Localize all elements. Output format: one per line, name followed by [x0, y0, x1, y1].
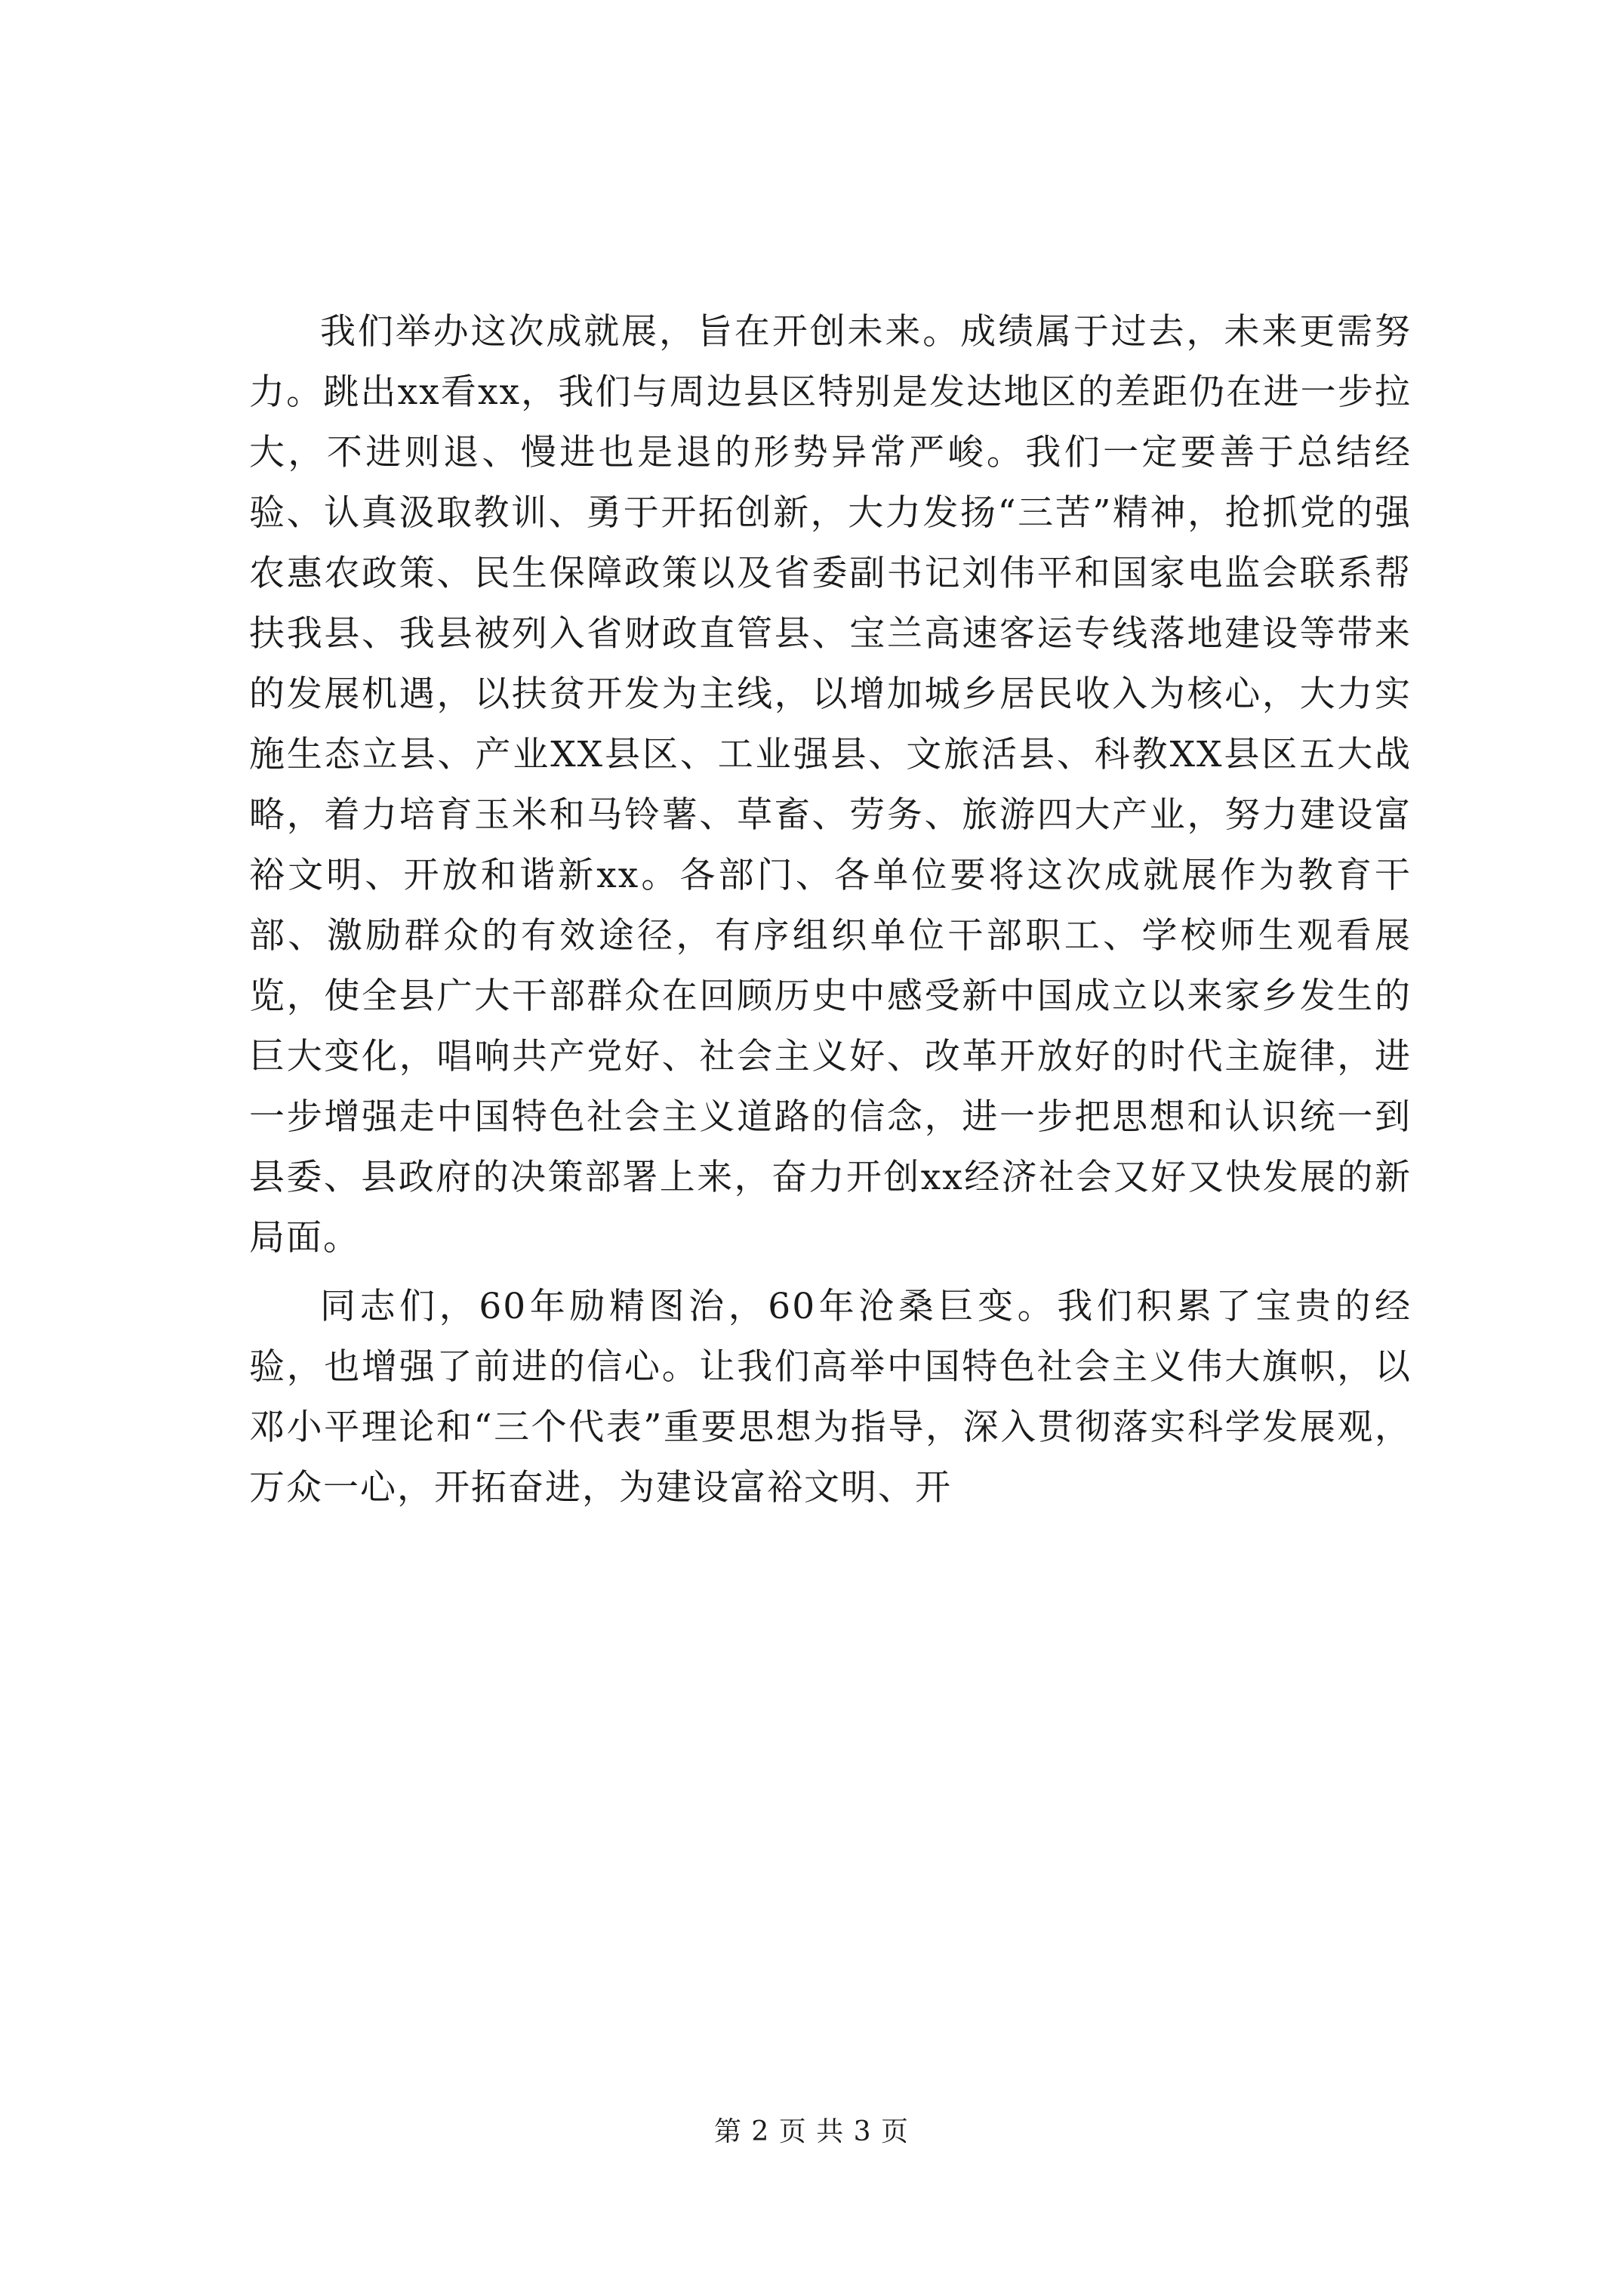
paragraph-achievements-exhibition: 我们举办这次成就展，旨在开创未来。成绩属于过去，未来更需努力。跳出xx看xx，我们与周边县区特别是发达地区的差距仍在进一步拉大，不进则退、慢进也是退的形势异常严峻。我们一定要善于总结经验、认真汲取教训、勇于开拓创新，大力发扬“三苦”精神，抢抓党的强农惠农政策、民生保障政策以及省委副书记刘伟平和国家电监会联系帮扶我县、我县被列入省财政直管县、宝兰高速客运专线落地建设等带来的发展机遇，以扶贫开发为主线，以增加城乡居民收入为核心，大力实施生态立县、产业XX县区、工业强县、文旅活县、科教XX县区五大战略，着力培育玉米和马铃薯、草畜、劳务、旅游四大产业，努力建设富裕文明、开放和谐新xx。各部门、各单位要将这次成就展作为教育干部、激励群众的有效途径，有序组织单位干部职工、学校师生观看展览，使全县广大干部群众在回顾历史中感受新中国成立以来家乡发生的巨大变化，唱响共产党好、社会主义好、改革开放好的时代主旋律，进一步增强走中国特色社会主义道路的信念，进一步把思想和认识统一到县委、县政府的决策部署上来，奋力开创xx经济社会又好又快发展的新局面。: [249, 311, 1412, 1259]
document-body: [249, 302, 1412, 1527]
page-footer: 第 2 页 共 3 页: [713, 2116, 910, 2147]
paragraph-closing-remarks: 同志们，60年励精图治，60年沧桑巨变。我们积累了宝贵的经验，也增强了前进的信心。让我们高举中国特色社会主义伟大旗帜，以邓小平理论和“三个代表”重要思想为指导，深入贯彻落实科学发展观，万众一心，开拓奋进，为建设富裕文明、开: [249, 1286, 1412, 1509]
